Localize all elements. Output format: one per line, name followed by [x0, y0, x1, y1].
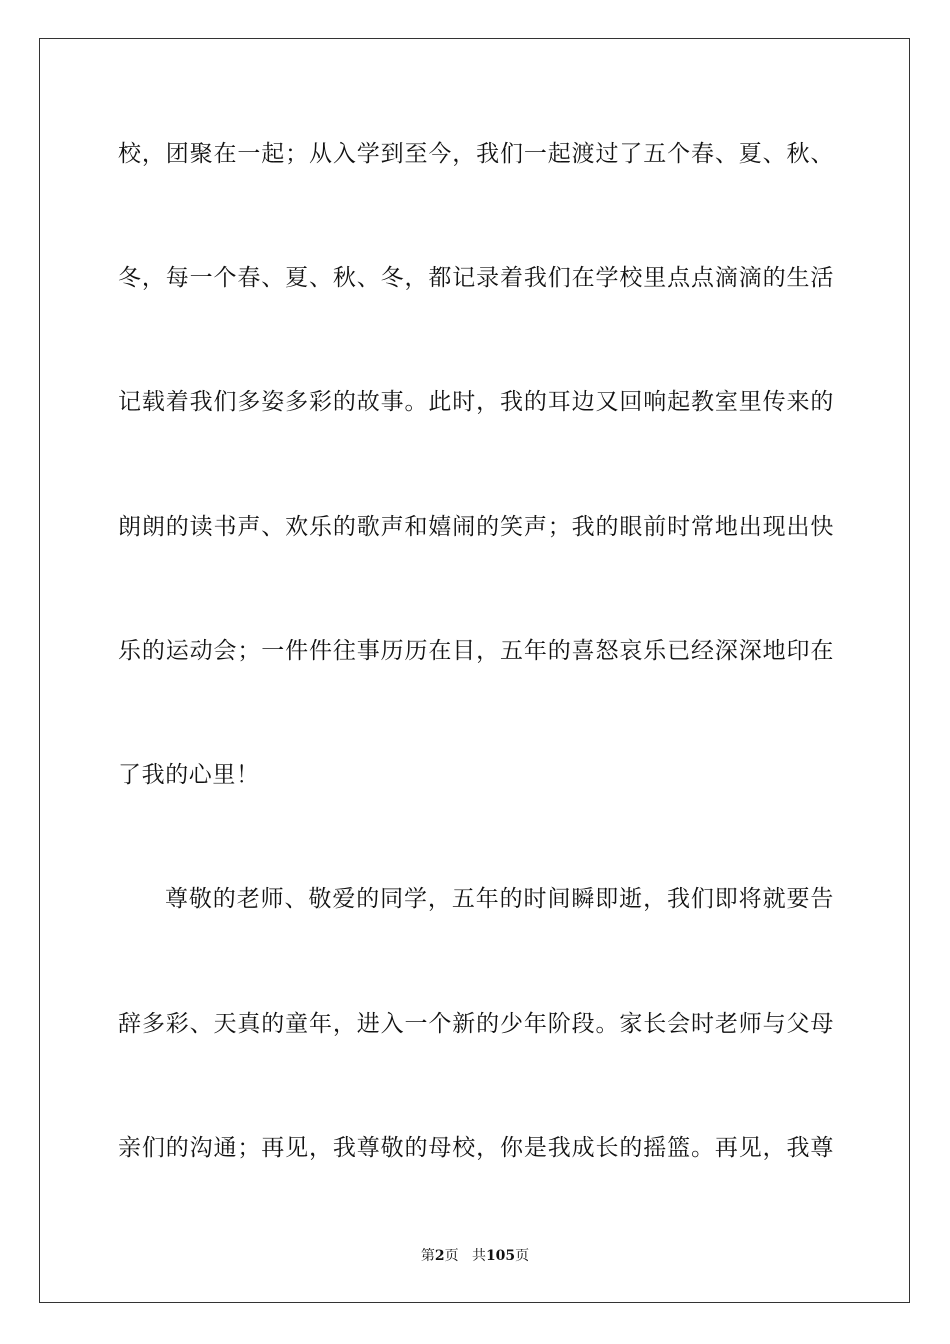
text-line-9: 亲们的沟通；再见，我尊敬的母校，你是我成长的摇篮。再见，我尊 — [118, 1135, 834, 1161]
footer-page-prefix: 第 — [420, 1248, 435, 1264]
footer-total-suffix: 页 — [515, 1248, 530, 1264]
text-line-8: 辞多彩、天真的童年，进入一个新的少年阶段。家长会时老师与父母 — [118, 1011, 834, 1037]
text-line-3: 记载着我们多姿多彩的故事。此时，我的耳边又回响起教室里传来的 — [118, 389, 834, 415]
paragraph-start-line: 尊敬的老师、敬爱的同学，五年的时间瞬即逝，我们即将就要告 — [165, 886, 834, 912]
text-line-2: 冬，每一个春、夏、秋、冬，都记录着我们在学校里点点滴滴的生活 — [118, 265, 834, 291]
footer-page-suffix: 页 — [444, 1248, 459, 1264]
text-line-1: 校，团聚在一起；从入学到至今，我们一起渡过了五个春、夏、秋、 — [118, 141, 834, 167]
footer-total-number: 105 — [485, 1248, 516, 1264]
text-line-6: 了我的心里！ — [118, 762, 260, 788]
text-line-4: 朗朗的读书声、欢乐的歌声和嬉闹的笑声；我的眼前时常地出现出快 — [118, 514, 834, 540]
page-footer — [0, 1246, 950, 1266]
footer-total-prefix: 共 — [471, 1248, 486, 1264]
text-line-5: 乐的运动会；一件件往事历历在目，五年的喜怒哀乐已经深深地印在 — [118, 638, 834, 664]
footer-page-number: 2 — [434, 1248, 445, 1264]
